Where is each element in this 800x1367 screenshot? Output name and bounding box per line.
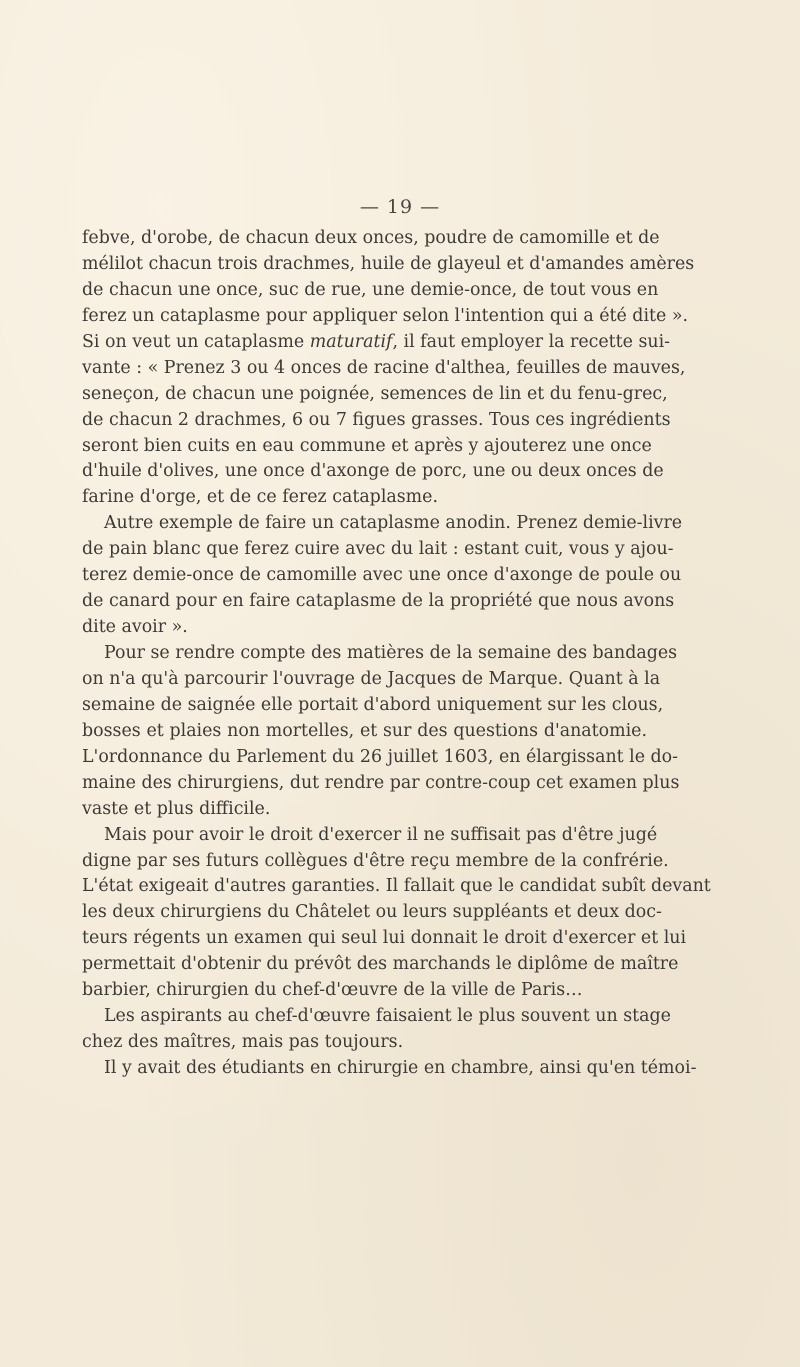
text-line: barbier, chirurgien du chef-d'œuvre de la ville de Paris… [82, 980, 583, 1001]
text-line: d'huile d'olives, une once d'axonge de porc, une ou deux onces de [82, 461, 664, 482]
text-line: ferez un cataplasme pour appliquer selon l'intention qui a été dite ». [82, 305, 688, 326]
text-line: semaine de saignée elle portait d'abord uniquement sur les clous, [82, 694, 664, 715]
text-line: de pain blanc que ferez cuire avec du lait : estant cuit, vous y ajou- [82, 539, 674, 560]
text-line: vaste et plus difficile. [82, 798, 271, 819]
text-line: L'ordonnance du Parlement du 26 juillet 1603, en élargissant le do- [82, 746, 679, 767]
text-line: on n'a qu'à parcourir l'ouvrage de Jacques de Marque. Quant à la [82, 668, 661, 689]
text-line: chez des maîtres, mais pas toujours. [82, 1032, 404, 1053]
text-line: permettait d'obtenir du prévôt des marchands le diplôme de maître [82, 954, 679, 975]
text-segment: , il faut employer la recette sui- [392, 331, 671, 352]
text-line: Il y avait des étudiants en chirurgie en chambre, ainsi qu'en témoi- [104, 1058, 697, 1078]
text-line: Pour se rendre compte des matières de la semaine des bandages [104, 643, 678, 663]
text-line: maine des chirurgiens, dut rendre par contre-coup cet examen plus [82, 772, 680, 793]
text-line: L'état exigeait d'autres garanties. Il fallait que le candidat subît devant [82, 876, 711, 897]
text-line: Les aspirants au chef-d'œuvre faisaient le plus souvent un stage [104, 1006, 671, 1027]
text-line: Autre exemple de faire un cataplasme anodin. Prenez demie-livre [104, 513, 683, 534]
text-line: farine d'orge, et de ce ferez cataplasme. [82, 487, 438, 508]
text-line: les deux chirurgiens du Châtelet ou leurs suppléants et deux doc- [82, 902, 662, 923]
text-line: de chacun une once, suc de rue, une demie-once, de tout vous en [82, 279, 659, 300]
page-number: — 19 — [359, 196, 441, 218]
text-line [82, 330, 671, 356]
text-line: mélilot chacun trois drachmes, huile de glayeul et d'amandes amères [82, 253, 695, 274]
text-line: digne par ses futurs collègues d'être reçu membre de la confrérie. [82, 850, 669, 871]
text-line: terez demie-once de camomille avec une once d'axonge de poule ou [82, 565, 682, 586]
text-segment: Si on veut un cataplasme [82, 331, 310, 352]
text-line: febve, d'orobe, de chacun deux onces, poudre de camomille et de [82, 228, 660, 248]
body-text [82, 226, 711, 1082]
text-line: teurs régents un examen qui seul lui donnait le droit d'exercer et lui [82, 928, 687, 949]
text-line: de canard pour en faire cataplasme de la propriété que nous avons [82, 591, 675, 612]
text-line: seneçon, de chacun une poignée, semences de lin et du fenu-grec, [82, 383, 668, 404]
text-line: Mais pour avoir le droit d'exercer il ne suffisait pas d'être jugé [104, 824, 658, 845]
text-line: vante : « Prenez 3 ou 4 onces de racine d'althea, feuilles de mauves, [82, 357, 686, 378]
text-line: dite avoir ». [82, 617, 188, 638]
text-line: de chacun 2 drachmes, 6 ou 7 figues grasses. Tous ces ingrédients [82, 409, 671, 430]
text-line: bosses et plaies non mortelles, et sur des questions d'anatomie. [82, 720, 647, 741]
italic-term: maturatif [309, 331, 393, 352]
text-line: seront bien cuits en eau commune et après y ajouterez une once [82, 435, 652, 456]
